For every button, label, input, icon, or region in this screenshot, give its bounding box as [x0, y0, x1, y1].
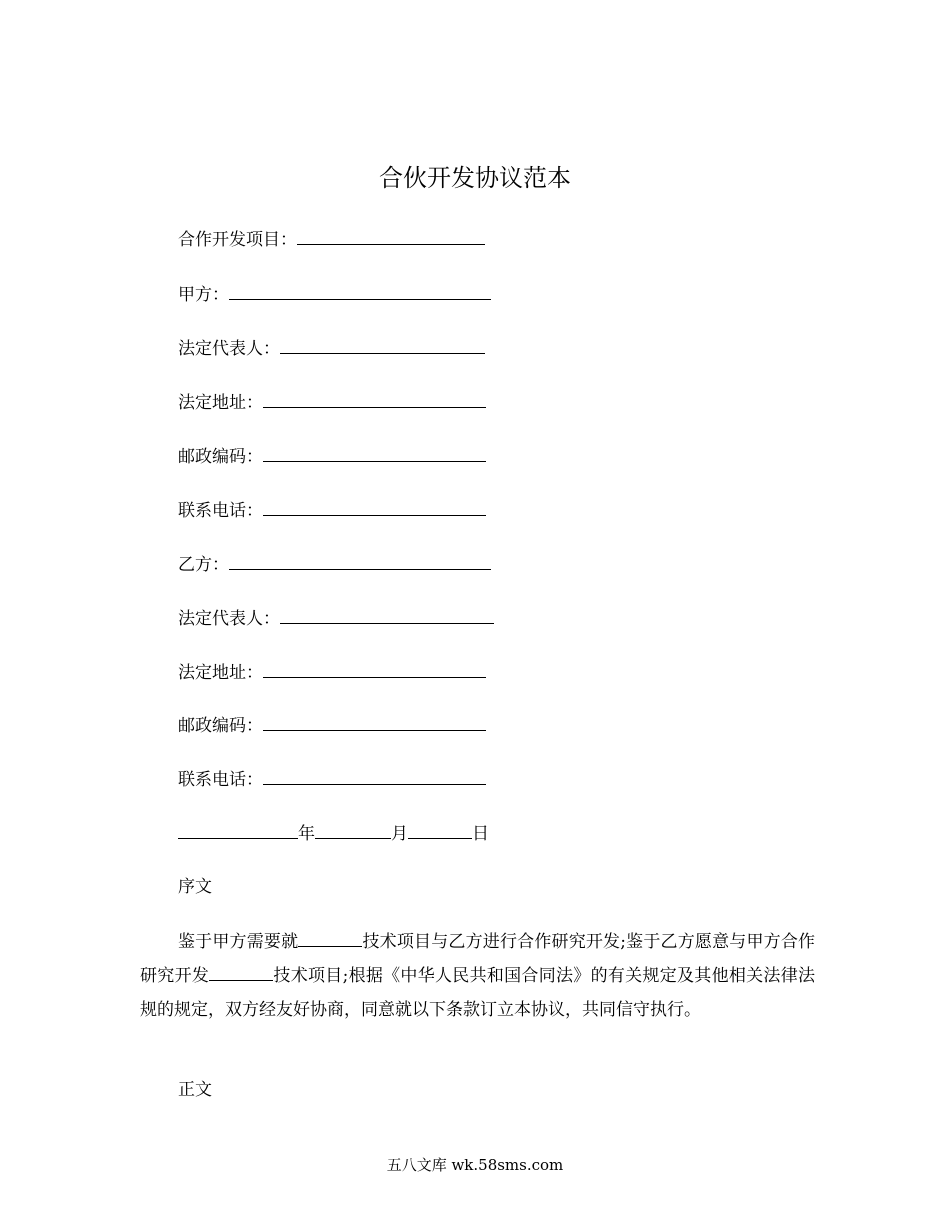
day-blank[interactable] [408, 820, 472, 839]
preamble-text-2: 技术项目与乙方进行合作研究开发;鉴于乙方愿意与甲方合作研究开发 [140, 932, 815, 986]
document-title: 合伙开发协议范本 [379, 164, 571, 192]
preamble-paragraph [140, 925, 815, 1027]
field-label: 法定代表人： [178, 339, 280, 359]
field-label: 乙方： [178, 555, 229, 575]
field-party-b-phone [178, 766, 486, 793]
field-label: 甲方： [178, 285, 229, 305]
field-party-a-address [178, 389, 486, 416]
field-label: 邮政编码： [178, 716, 263, 736]
field-party-b-postcode [178, 712, 486, 739]
fill-blank[interactable] [263, 497, 486, 516]
field-label: 法定地址： [178, 663, 263, 683]
field-project [178, 226, 485, 253]
fill-blank[interactable] [280, 335, 485, 354]
year-label: 年 [298, 824, 315, 844]
field-party-a [178, 281, 491, 308]
month-blank[interactable] [315, 820, 391, 839]
fill-blank[interactable] [263, 712, 486, 731]
field-label: 联系电话： [178, 770, 263, 790]
field-party-a-representative [178, 335, 485, 362]
project-blank-2[interactable] [209, 962, 273, 981]
field-party-a-phone [178, 497, 486, 524]
field-party-b [178, 551, 491, 578]
day-label: 日 [472, 824, 489, 844]
project-blank-1[interactable] [298, 928, 362, 947]
field-party-a-postcode [178, 443, 486, 470]
field-label: 法定代表人： [178, 609, 280, 629]
fill-blank[interactable] [263, 389, 486, 408]
page-footer: 五八文库 wk.58sms.com [386, 1156, 564, 1174]
fill-blank[interactable] [280, 605, 494, 624]
preamble-heading: 序文 [178, 877, 212, 897]
fill-blank[interactable] [229, 551, 491, 570]
year-blank[interactable] [178, 820, 298, 839]
preamble-text-3: 技术项目;根据《中华人民共和国合同法》的有关规定及其他相关法律法规的规定，双方经友好协商，同意就以下条款订立本协议，共同信守执行。 [140, 966, 815, 1020]
body-heading: 正文 [178, 1080, 212, 1100]
date-line [178, 820, 489, 847]
field-label: 法定地址： [178, 393, 263, 413]
fill-blank[interactable] [263, 443, 486, 462]
field-label: 合作开发项目： [178, 230, 297, 250]
fill-blank[interactable] [297, 226, 485, 245]
fill-blank[interactable] [263, 766, 486, 785]
fill-blank[interactable] [229, 281, 491, 300]
field-party-b-representative [178, 605, 494, 632]
field-label: 邮政编码： [178, 447, 263, 467]
month-label: 月 [391, 824, 408, 844]
fill-blank[interactable] [263, 659, 486, 678]
field-party-b-address [178, 659, 486, 686]
field-label: 联系电话： [178, 501, 263, 521]
preamble-text-1: 鉴于甲方需要就 [178, 932, 299, 952]
